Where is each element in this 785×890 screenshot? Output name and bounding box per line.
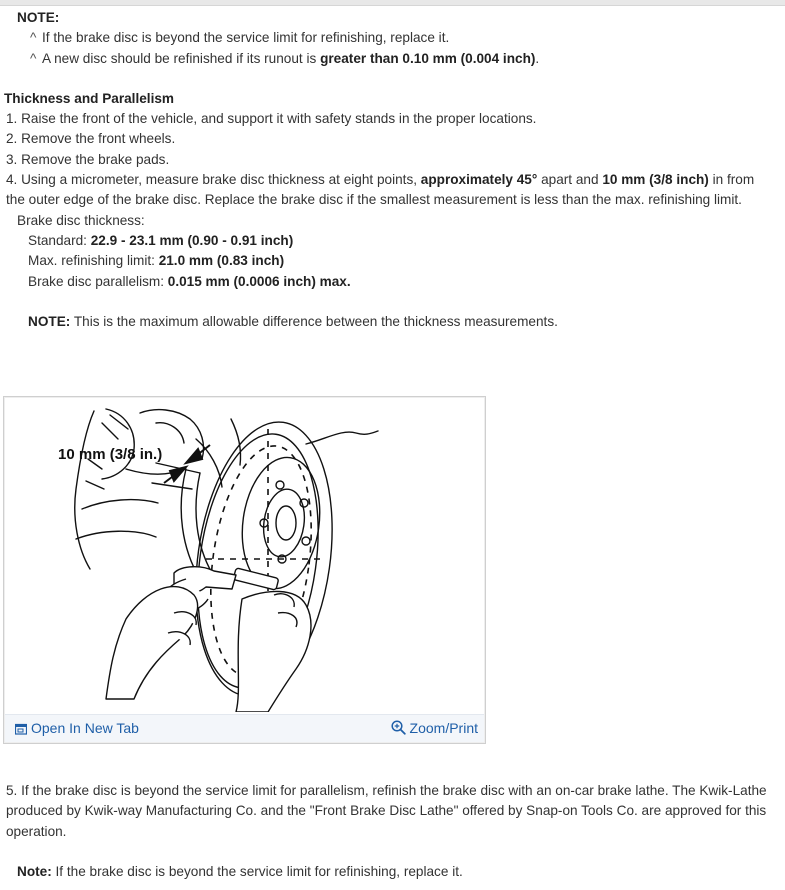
figure-image xyxy=(6,399,483,712)
step-2: 2. Remove the front wheels. xyxy=(6,131,176,147)
thickness-standard: Standard: 22.9 - 23.1 mm (0.90 - 0.91 inch) xyxy=(28,232,294,248)
figure-callout: 10 mm (3/8 in.) xyxy=(58,446,163,463)
figure-toolbar xyxy=(5,714,484,742)
top-bar xyxy=(0,0,785,6)
article-content xyxy=(4,8,776,332)
section-title: Thickness and Parallelism xyxy=(4,90,175,106)
article-content-bottom xyxy=(4,781,776,882)
brake-disc-illustration xyxy=(6,399,483,712)
caret-icon: ^ xyxy=(30,50,37,66)
figure-brake-disc xyxy=(3,396,486,744)
note-block xyxy=(4,8,776,69)
note-item: ^ A new disc should be refinished if its runout is greater than 0.10 mm (0.004 inch). xyxy=(17,49,776,69)
runout-value: greater than 0.10 mm (0.004 inch) xyxy=(320,50,536,66)
external-window-icon xyxy=(15,723,27,735)
step-5: 5. If the brake disc is beyond the service limit for parallelism, refinish the brake disc with an on-car brake lathe. The Kwik-Lathe produced by Kwik-way Manufacturing Co. and the "Front Brake Disc Lathe" offered by Snap-on Tools Co. are approved for this operation. xyxy=(6,783,767,839)
thickness-max: Max. refinishing limit: 21.0 mm (0.83 inch) xyxy=(28,253,285,269)
zoom-icon xyxy=(391,720,406,735)
note-3: Note: If the brake disc is beyond the service limit for refinishing, replace it. xyxy=(17,863,463,879)
open-new-tab-link[interactable]: Open In New Tab xyxy=(15,720,139,737)
step-1: 1. Raise the front of the vehicle, and support it with safety stands in the proper locations. xyxy=(6,111,537,127)
note-2: NOTE: This is the maximum allowable difference between the thickness measurements. xyxy=(28,313,558,329)
note-heading: NOTE: xyxy=(17,10,60,25)
note-item: ^ If the brake disc is beyond the service limit for refinishing, replace it. xyxy=(17,28,776,48)
zoom-print-link[interactable]: Zoom/Print xyxy=(391,720,478,737)
step-3: 3. Remove the brake pads. xyxy=(6,151,170,167)
thickness-label: Brake disc thickness: xyxy=(17,212,145,228)
caret-icon: ^ xyxy=(30,30,37,46)
thickness-parallelism: Brake disc parallelism: 0.015 mm (0.0006 inch) max. xyxy=(28,273,351,289)
step-4: 4. Using a micrometer, measure brake disc thickness at eight points, approximately 45° apart and 10 mm (3/8 inch) in from the outer edge of the brake disc. Replace the brake disc if the smallest measurement is less than the max. refinishing limit. xyxy=(6,172,755,208)
